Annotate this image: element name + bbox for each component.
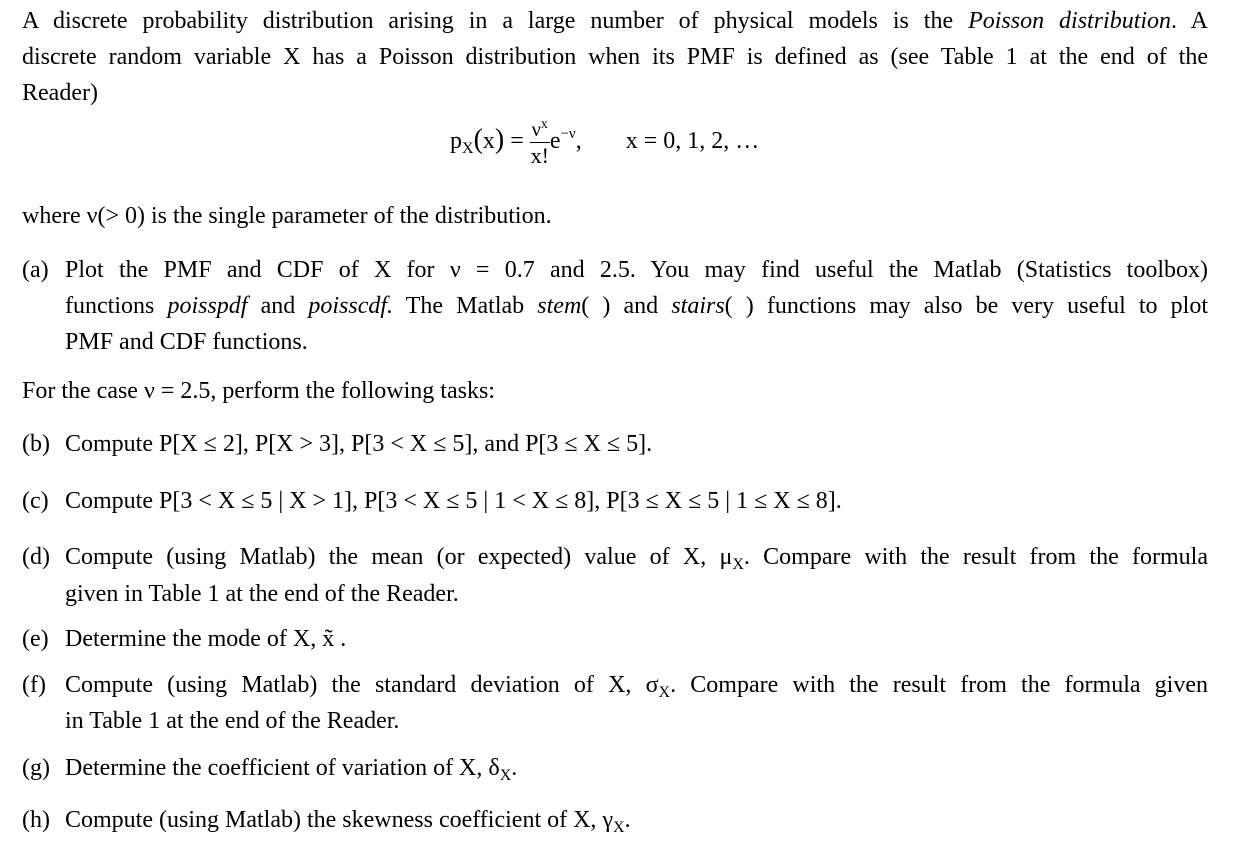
skewness-symbol: $\gamma_X$	[602, 807, 625, 836]
poisson-distribution-term: Poisson distribution	[968, 8, 1172, 34]
fn-stem: stem	[537, 293, 582, 319]
part-g: (g) Determine the coefficient of variation of X, $\delta_X$.	[22, 755, 518, 784]
intro-line-3: Reader)	[22, 80, 98, 106]
prob-b2: P[X > 3]	[254, 431, 340, 457]
prob-c3: P[3 ≤ X ≤ 5 | 1 ≤ X ≤ 8]	[606, 488, 836, 514]
fn-poisspdf: poisspdf	[167, 293, 248, 319]
intro-line-2: discrete random variable X has a Poisson distribution when its PMF is defined as (see Table 1 at the end of the	[22, 44, 1208, 70]
prob-c1: P[3 < X ≤ 5 | X > 1]	[159, 488, 353, 514]
part-d	[22, 545, 65, 569]
mean-symbol: $\mu_X$	[719, 544, 744, 573]
formula-fraction: $\frac{\nu^x}{x!}$	[530, 117, 549, 168]
part-a	[22, 258, 65, 282]
prob-b1: P[X ≤ 2]	[159, 431, 243, 457]
part-f-label: (f)	[22, 672, 46, 698]
intro-line-1: A discrete probability distribution arising in a large number of physical models is the Poisson distribution. A	[22, 8, 1209, 34]
part-f	[22, 673, 65, 697]
part-g-label: (g)	[22, 755, 50, 781]
part-f-line-1: Compute (using Matlab) the standard deviation of X, $\sigma_X$. Compare with the result from the formula given	[65, 672, 1208, 701]
part-a-line-1: Plot the PMF and CDF of X for ν = 0.7 and 2.5. You may find useful the Matlab (Statistics toolbox)	[65, 257, 1209, 283]
formula-lhs: $p_X(x)$ =	[450, 124, 524, 158]
part-a-line-3: PMF and CDF functions.	[65, 329, 308, 355]
prob-b3: P[3 < X ≤ 5]	[351, 431, 473, 457]
part-e: (e) Determine the mode of X, x̃ .	[22, 626, 347, 652]
cov-symbol: $\delta_X$	[488, 755, 512, 784]
fn-poisscdf: poisscdf.	[308, 293, 394, 319]
prob-c2: P[3 < X ≤ 5 | 1 < X ≤ 8]	[364, 488, 595, 514]
case-line: For the case ν = 2.5, perform the following tasks:	[22, 378, 495, 404]
nu-parameter: ν(> 0)	[86, 203, 146, 229]
part-c-label: (c)	[22, 488, 49, 514]
part-f-line-2: in Table 1 at the end of the Reader.	[65, 708, 400, 734]
where-line: where ν(> 0) is the single parameter of the distribution.	[22, 203, 552, 229]
part-b-label: (b)	[22, 431, 50, 457]
part-h: (h) Compute (using Matlab) the skewness coefficient of X, $\gamma_X$.	[22, 807, 631, 836]
part-h-label: (h)	[22, 807, 50, 833]
part-d-line-1: Compute (using Matlab) the mean (or expected) value of X, $\mu_X$. Compare with the result from the formula	[65, 544, 1208, 573]
fn-stairs: stairs	[671, 293, 725, 319]
part-d-label: (d)	[22, 544, 50, 570]
std-symbol: $\sigma_X$	[645, 672, 671, 701]
mode-symbol: x̃	[322, 626, 335, 652]
formula-domain: x = 0, 1, 2, …	[625, 128, 760, 155]
part-b: (b) Compute P[X ≤ 2], P[X > 3], P[3 < X ≤ 5], and P[3 ≤ X ≤ 5].	[22, 431, 653, 457]
part-a-line-2: functions poisspdf and poisscdf. The Matlab stem( ) and stairs( ) functions may also be very useful to plot	[65, 293, 1209, 319]
part-d-line-2: given in Table 1 at the end of the Reader.	[65, 581, 459, 607]
pmf-formula: $p_X(x)$ = $\frac{\nu^x}{x!}$ $e^{-\nu}$, x = 0, 1, 2, …	[450, 117, 760, 168]
formula-exponential: $e^{-\nu}$	[549, 126, 576, 155]
part-c: (c) Compute P[3 < X ≤ 5 | X > 1], P[3 < X ≤ 5 | 1 < X ≤ 8], P[3 ≤ X ≤ 5 | 1 ≤ X ≤ 8].	[22, 488, 842, 514]
part-a-label: (a)	[22, 257, 49, 283]
part-e-label: (e)	[22, 626, 49, 652]
prob-b4: P[3 ≤ X ≤ 5]	[525, 431, 647, 457]
